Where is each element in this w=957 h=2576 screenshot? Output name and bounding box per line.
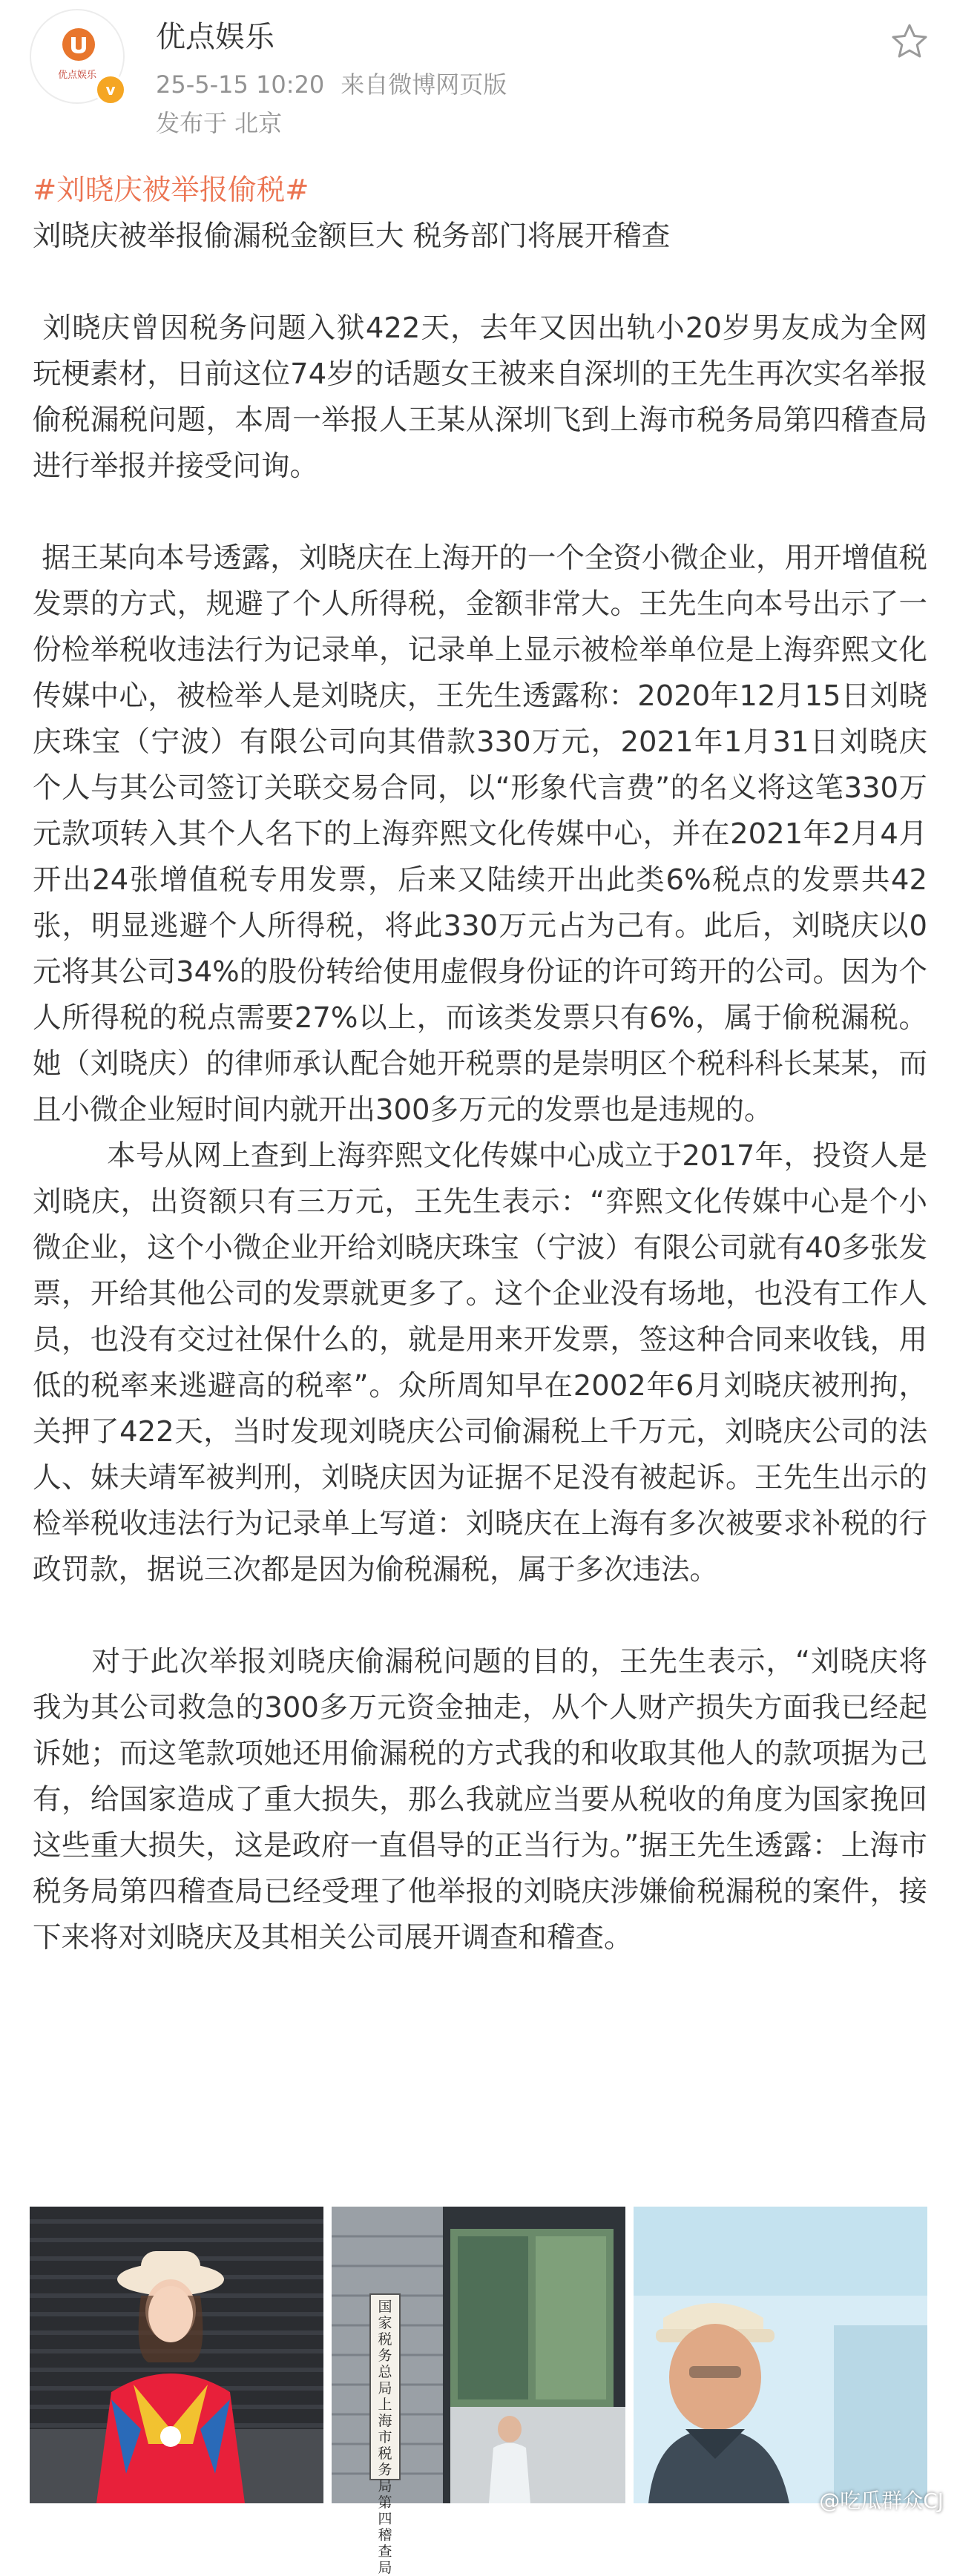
post-meta <box>156 68 507 101</box>
post-headline: 刘晓庆被举报偷漏税金额巨大 税务部门将展开稽查 <box>33 220 671 253</box>
photo-3[interactable] <box>634 2207 927 2503</box>
photo-2[interactable] <box>332 2207 625 2576</box>
paragraph-1: 刘晓庆曾因税务问题入狱422天，去年又因出轨小20岁男友成为全网玩梗素材，日前这位74岁的话题女王被来自深圳的王先生再次实名举报偷税漏税问题，本周一举报人王某从深圳飞到上海市税务局第四稽查局进行举报并接受问询。 <box>33 312 927 483</box>
post-source: 来自微博网页版 <box>341 70 507 99</box>
watermark: @吃瓜群众CJ <box>819 2488 944 2513</box>
photo-3-image <box>634 2207 927 2503</box>
avatar-logo-icon <box>61 27 96 62</box>
post-time: 25-5-15 10:20 <box>156 70 325 99</box>
verified-badge-icon: v <box>95 74 126 105</box>
post-content <box>33 168 927 1961</box>
avatar-logo-text: 优点娱乐 <box>57 70 96 81</box>
paragraph-4: 对于此次举报刘晓庆偷漏税问题的目的，王先生表示，“刘晓庆将我为其公司救急的300多万元资金抽走，从个人财产损失方面我已经起诉她；而这笔款项她还用偷漏税的方式我的和收取其他人的款项据为己有，给国家造成了重大损失，那么我就应当要从税收的角度为国家挽回这些重大损失，这是政府一直倡导的正当行为。”据王先生透露：上海市税务局第四稽查局已经受理了他举报的刘晓庆涉嫌偷税漏税的案件，接下来将对刘晓庆及其相关公司展开调查和稽查。 <box>33 1645 927 1954</box>
author-name[interactable]: 优点娱乐 <box>156 20 274 54</box>
paragraph-3: 本号从网上查到上海弈熙文化传媒中心成立于2017年，投资人是刘晓庆，出资额只有三万元，王先生表示：“弈熙文化传媒中心是个小微企业，这个小微企业开给刘晓庆珠宝（宁波）有限公司就有40多张发票，开给其他公司的发票就更多了。这个企业没有场地，也没有工作人员，也没有交过社保什么的，就是用来开发票，签这种合同来收钱，用低的税率来逃避高的税率”。众所周知早在2002年6月刘晓庆被刑拘，关押了422天，当时发现刘晓庆公司偷漏税上千万元，刘晓庆公司的法人、妹夫靖军被判刑，刘晓庆因为证据不足没有被起诉。王先生出示的检举税收违法行为记录单上写道：刘晓庆在上海有多次被要求补税的行政罚款，据说三次都是因为偷税漏税，属于多次违法。 <box>33 1139 928 1587</box>
post-header <box>0 0 957 156</box>
post-location: 发布于 北京 <box>156 109 283 137</box>
photo-1[interactable] <box>30 2207 323 2503</box>
photo-2-sign-text: 国家税务总局上海市税务局第四稽查局 <box>378 2299 392 2576</box>
topic-link[interactable]: #刘晓庆被举报偷税# <box>33 174 309 207</box>
star-icon[interactable] <box>889 21 930 62</box>
paragraph-2: 据王某向本号透露，刘晓庆在上海开的一个全资小微企业，用开增值税发票的方式，规避了个人所得税，金额非常大。王先生向本号出示了一份检举税收违法行为记录单，记录单上显示被检举单位是上海弈熙文化传媒中心，被检举人是刘晓庆，王先生透露称：2020年12月15日刘晓庆珠宝（宁波）有限公司向其借款330万元，2021年1月31日刘晓庆个人与其公司签订关联交易合同，以“形象代言费”的名义将这笔330万元款项转入其个人名下的上海弈熙文化传媒中心，并在2021年2月4月开出24张增值税专用发票，后来又陆续开出此类6%税点的发票共42张，明显逃避个人所得税，将此330万元占为己有。此后，刘晓庆以0元将其公司34%的股份转给使用虚假身份证的许可筠开的公司。因为个人所得税的税点需要27%以上，而该类发票只有6%，属于偷税漏税。她（刘晓庆）的律师承认配合她开税票的是崇明区个税科科长某某，而且小微企业短时间内就开出300多万元的发票也是违规的。 <box>33 541 927 1127</box>
photo-1-image <box>30 2207 323 2503</box>
photo-grid <box>30 2207 927 2576</box>
